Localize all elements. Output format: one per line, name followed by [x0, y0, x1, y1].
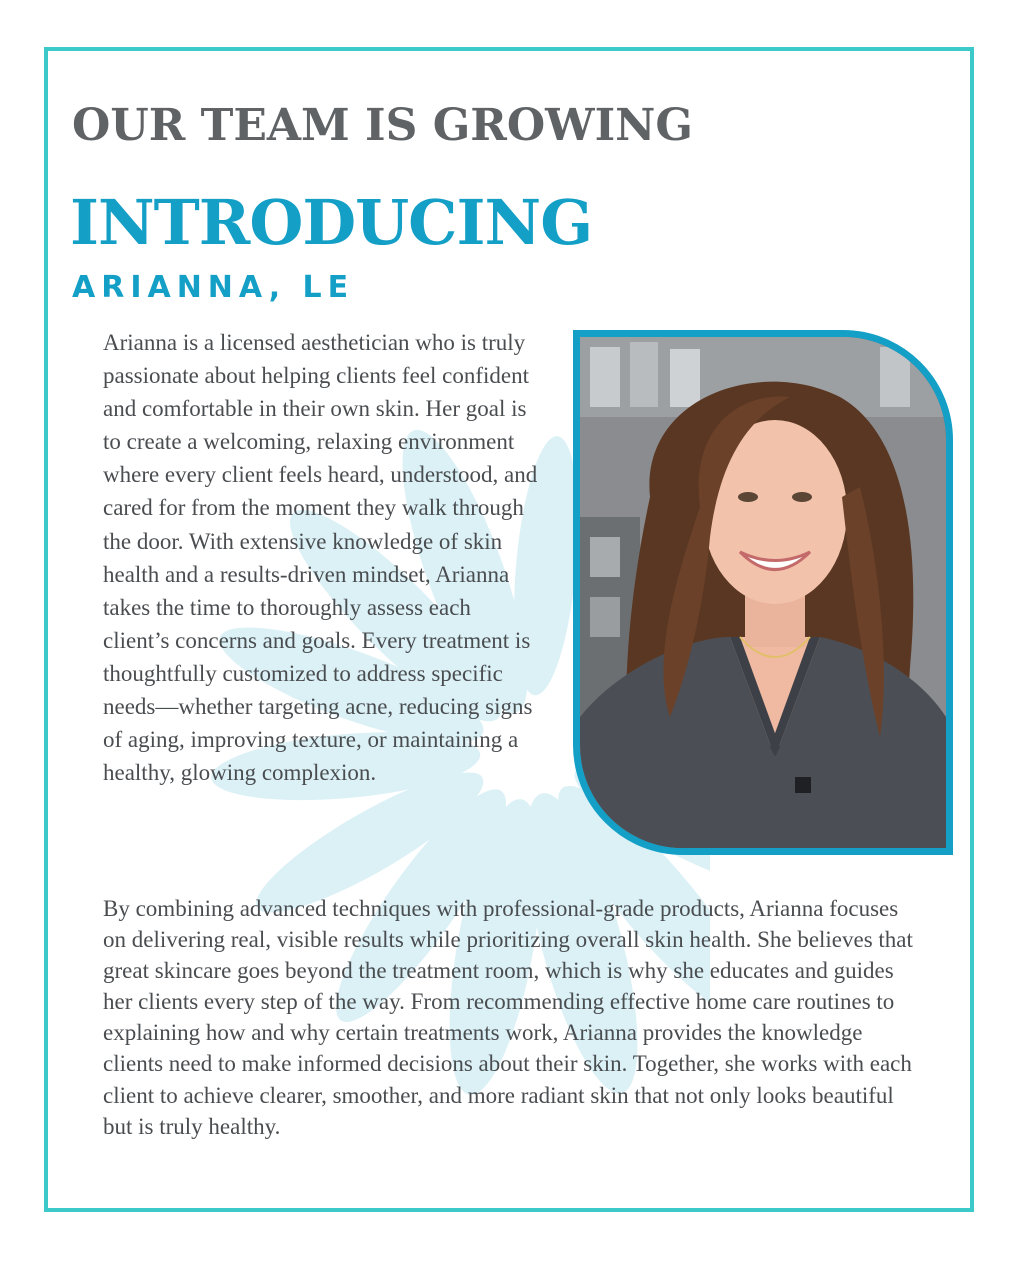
staff-portrait-image: [573, 330, 953, 855]
page-title: INTRODUCING: [70, 186, 593, 259]
bio-paragraph-1: Arianna is a licensed aesthetician who is truly passionate about helping clients feel confident and comfortable in their own skin. Her goal is to create a welcoming, relaxing environment where every client feels heard, understood, and cared for from the moment they walk through the door. With extensive knowledge of skin health and a results-driven mindset, Arianna takes the time to thoroughly assess each client’s concerns and goals. Every treatment is thoughtfully customized to address specific needs—whether targeting acne, reducing signs of aging, improving texture, or maintaining a healthy, glowing complexion.: [103, 330, 538, 786]
team-growing-kicker: OUR TEAM IS GROWING: [72, 100, 693, 151]
staff-name: ARIANNA, LE: [72, 270, 355, 305]
bio-paragraph-2: By combining advanced techniques with professional-grade products, Arianna focuses on delivering real, visible results while prioritizing overall skin health. She believes that great skincare goes beyond the treatment room, which is why she educates and guides her clients every step of the way. From recommending effective home care routines to explaining how and why certain treatments work, Arianna provides the knowledge clients need to make informed decisions about their skin. Together, she works with each client to achieve clearer, smoother, and more radiant skin that not only looks beautiful but is truly healthy.: [103, 896, 913, 1139]
